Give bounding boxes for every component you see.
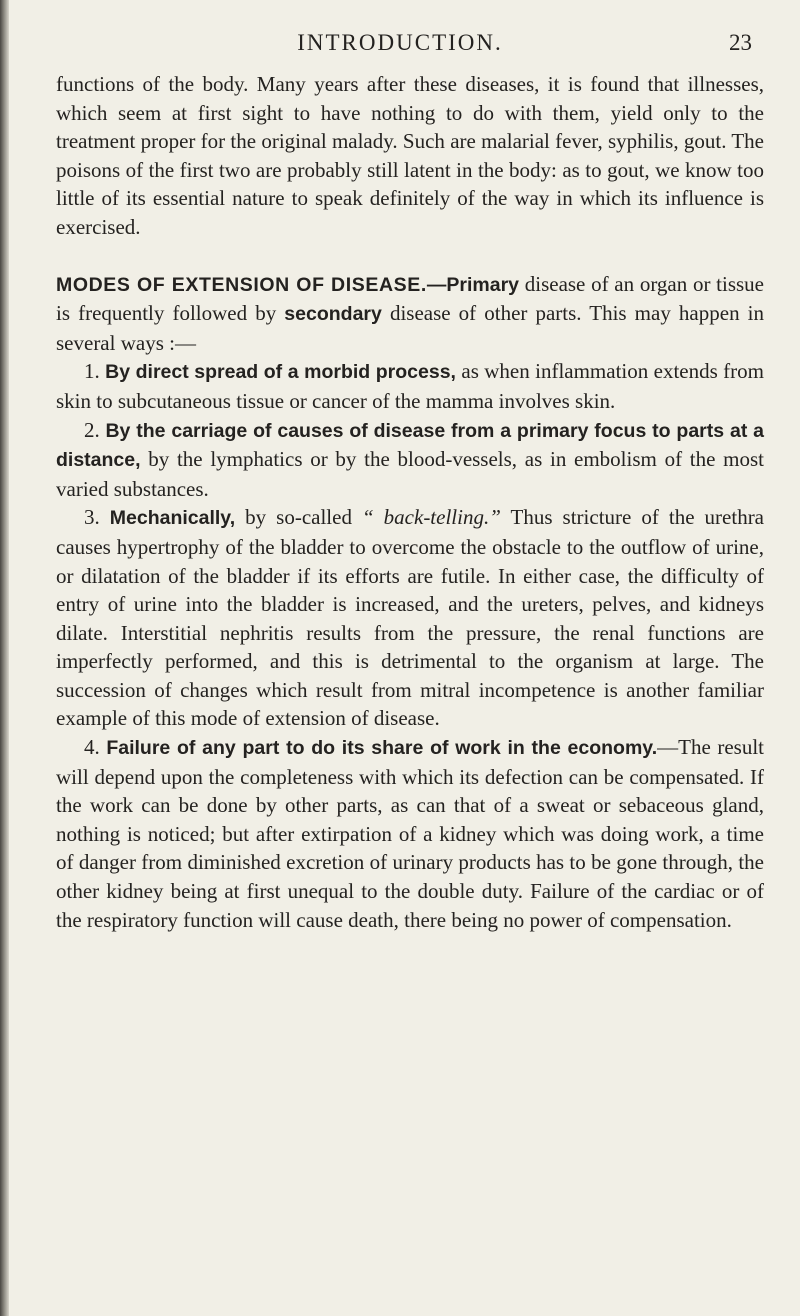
- list-item-2: [56, 416, 764, 504]
- list-item-lead: Failure of any part to do its share of work in the economy.: [106, 737, 658, 760]
- section-intro-text-1: disease of an organ or tissue is frequently followed by: [56, 271, 764, 326]
- list-item-text: by the lymphatics or by the blood-vessels, as in embolism of the most varied substances.: [56, 447, 764, 501]
- list-item-number: 4.: [84, 735, 100, 760]
- list-item-text: Thus stricture of the urethra causes hypertrophy of the bladder to overcome the obstacle to the outflow of urine, or dilatation of the bladder if its efforts are futile. In either case, the difficulty of entry of urine into the bladder is increased, and the ureters, pelves, and kidneys dilate. Interstitial nephritis results from the pressure, the renal functions are imperfectly performed, and this is detrimental to the organism at large. The succession of changes which result from mitral incompetence is another familiar example of this mode of extension of disease.: [56, 505, 765, 731]
- list-item-text: as when inflammation extends from skin to subcutaneous tissue or cancer of the mamma involves skin.: [56, 359, 765, 413]
- list-item-number: 1.: [84, 359, 100, 384]
- page-binding-edge: [0, 0, 9, 1316]
- section-intro-lead: —Primary: [426, 273, 520, 296]
- page-body: [56, 70, 764, 934]
- section-intro-emphasis: secondary: [284, 303, 382, 326]
- section-intro-text-2: disease of other parts. This may happen in several ways :—: [56, 301, 764, 355]
- paragraph-continuation: functions of the body. Many years after these diseases, it is found that illnesses, which seem at first sight to have nothing to do with them, yield only to the treatment proper for the original malady. Such are malarial fever, syphilis, gout. The poisons of the first two are probably still latent in the body: as to gout, we know too little of its essential nature to speak definitely of the way in which its influence is exercised.: [56, 72, 764, 239]
- list-item-text: —The result will depend upon the completeness with which its defection can be compensated. If the work can be done by other parts, as can that of a sweat or sebaceous gland, nothing is noticed; but after extirpation of a kidney which was doing work, a time of danger from diminished excretion of urinary products has to be gone through, the other kidney being at first unequal to the double duty. Failure of the cardiac or of the respiratory function will cause death, there being no power of compensation.: [56, 735, 765, 932]
- page-number: 23: [729, 30, 752, 55]
- list-item-4: [56, 733, 764, 934]
- list-item-lead: By the carriage of causes of disease from a primary focus to parts at a distance,: [56, 419, 765, 472]
- page-header: [0, 30, 800, 62]
- list-item-3: [56, 503, 764, 733]
- list-item-number: 2.: [84, 417, 100, 442]
- section-intro-paragraph: [56, 270, 764, 358]
- list-item-lead: By direct spread of a morbid process,: [105, 361, 456, 384]
- running-title: INTRODUCTION.: [297, 30, 503, 55]
- list-item-number: 3.: [84, 505, 100, 530]
- section-heading: MODES OF EXTENSION OF DISEASE.: [56, 273, 427, 296]
- list-item-lead: Mechanically,: [109, 507, 236, 530]
- list-item-text-before: by so-called: [235, 505, 362, 530]
- list-item-1: [56, 357, 764, 415]
- list-item-italic-term: “ back-telling.”: [361, 505, 501, 530]
